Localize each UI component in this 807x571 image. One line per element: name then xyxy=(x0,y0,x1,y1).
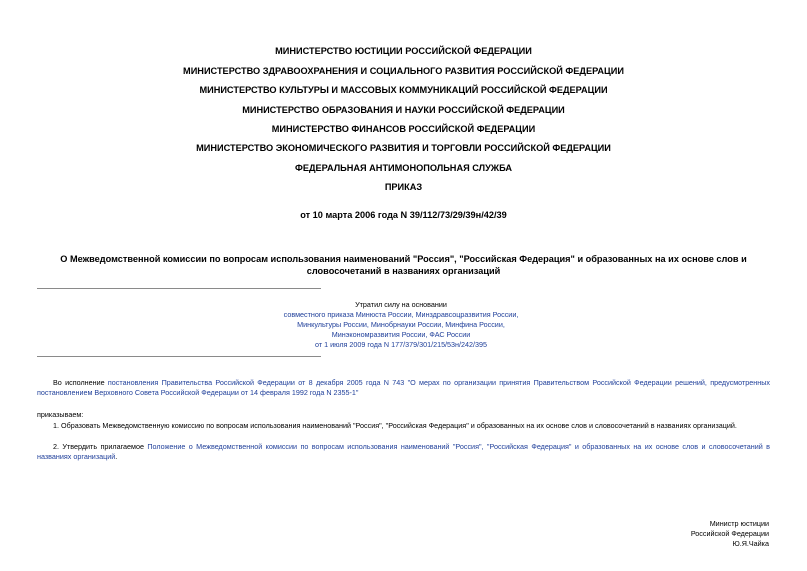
preamble-paragraph xyxy=(37,378,770,398)
order-date-number: от 10 марта 2006 года N 39/112/73/29/39н/42/39 xyxy=(300,210,507,220)
signature-block xyxy=(569,519,769,549)
heading-ministry-justice: МИНИСТЕРСТВО ЮСТИЦИИ РОССИЙСКОЙ ФЕДЕРАЦИИ xyxy=(275,46,532,56)
divider-top xyxy=(37,288,321,289)
heading-ministry-education: МИНИСТЕРСТВО ОБРАЗОВАНИЯ И НАУКИ РОССИЙСКОЙ ФЕДЕРАЦИИ xyxy=(242,105,565,115)
order-word: приказываем: xyxy=(37,410,84,419)
heading-antimonopoly-service: ФЕДЕРАЛЬНАЯ АНТИМОНОПОЛЬНАЯ СЛУЖБА xyxy=(294,163,512,173)
signature-position-line-2: Российской Федерации xyxy=(690,529,769,538)
heading-ministry-health: МИНИСТЕРСТВО ЗДРАВООХРАНЕНИЯ И СОЦИАЛЬНОГО РАЗВИТИЯ РОССИЙСКОЙ ФЕДЕРАЦИИ xyxy=(183,66,624,76)
repeal-link-line-1[interactable]: совместного приказа Минюста России, Минздравсоцразвития России, xyxy=(283,310,519,319)
repeal-prefix: Утратил силу на основании xyxy=(355,300,447,309)
order-item-1: 1. Образовать Межведомственную комиссию по вопросам использования наименований "Россия", "Российская Федерация" и образованных на их основе слов и словосочетаний в названиях организаций. xyxy=(53,421,737,430)
order-item-2 xyxy=(37,442,770,462)
signature-name: Ю.Я.Чайка xyxy=(732,539,769,548)
heading-ministry-finance: МИНИСТЕРСТВО ФИНАНСОВ РОССИЙСКОЙ ФЕДЕРАЦИИ xyxy=(271,124,536,134)
repeal-link-line-2[interactable]: Минкультуры России, Минобрнауки России, Минфина России, xyxy=(297,320,505,329)
heading-ministry-economy: МИНИСТЕРСТВО ЭКОНОМИЧЕСКОГО РАЗВИТИЯ И ТОРГОВЛИ РОССИЙСКОЙ ФЕДЕРАЦИИ xyxy=(196,143,611,153)
government-decree-link[interactable]: постановления Правительства Российской Федерации от 8 декабря 2005 года N 743 "О мерах по организации принятия Правительством Российской Федерации решений, предусмотренных постановлением Верховного Совета Российской Федерации от 14 февраля 1992 года N 2355-1" xyxy=(37,378,770,397)
preamble-prefix: Во исполнение xyxy=(53,378,108,387)
regulation-link[interactable]: Положение о Межведомственной комиссии по вопросам использования наименований "Россия", "Российская Федерация" и образованных на их основе слов и словосочетаний в названиях организаций xyxy=(37,442,770,461)
repeal-link-line-4[interactable]: от 1 июля 2009 года N 177/379/301/215/53н/242/395 xyxy=(314,340,487,349)
document-title: О Межведомственной комиссии по вопросам использования наименований "Россия", "Российская Федерация" и образованных на их основе слов и словосочетаний в названиях организаций xyxy=(60,254,747,276)
document-type: ПРИКАЗ xyxy=(384,182,423,192)
heading-ministry-culture: МИНИСТЕРСТВО КУЛЬТУРЫ И МАССОВЫХ КОММУНИКАЦИЙ РОССИЙСКОЙ ФЕДЕРАЦИИ xyxy=(199,85,608,95)
item2-prefix: 2. Утвердить прилагаемое xyxy=(53,442,148,451)
repeal-note xyxy=(250,300,552,350)
signature-position-line-1: Министр юстиции xyxy=(709,519,769,528)
divider-bottom xyxy=(37,356,321,357)
repeal-link-line-3[interactable]: Минэкономразвития России, ФАС России xyxy=(331,330,471,339)
item2-suffix: . xyxy=(115,452,118,461)
